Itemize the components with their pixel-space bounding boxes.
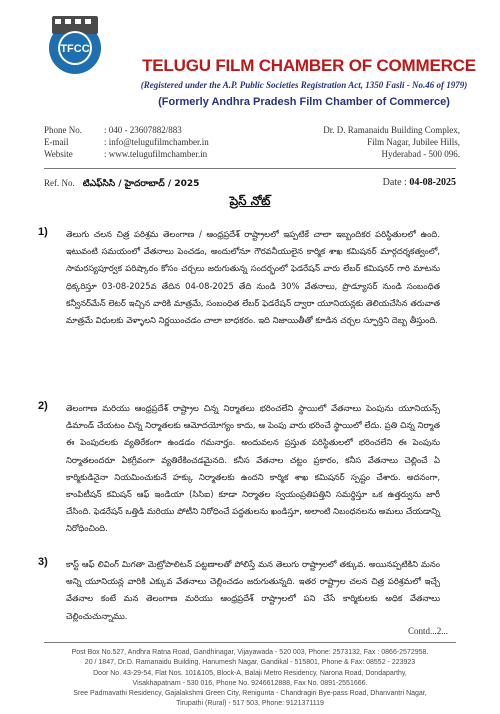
footer-line: 20 / 1847, Dr.D. Ramanaidu Building, Hanumesh Nagar, Gandikal - 515801, Phone & Fax: 08552 - 223923 [84, 659, 416, 667]
paragraph-text: తెలంగాణ మరియు ఆంధ్రప్రదేశ్ రాష్ట్రాల చిన్న నిర్మాతలు భరించలేని స్థాయిలో వేతనాలు పెంపును యూనియన్స్ డిమాండ్ చేయటం చిన్న నిర్మాతలకు ఆమోదయోగ్యం కాదు, ఆ పెంపు వారు భరించే స్థాయిలో లేదు. ప్రతి చిన్న నిర్మాత ఈ పెంపుదలకు వ్యతిరేకంగా ఉండడం గమనార్హం. అందువలన ప్రస్తుత పరిస్థితులలో భరించలేని ఈ పెంపును నిర్మాతలందరూ ఏకగ్రీవంగా వ్యతిరేకించడమైనది. కనీస వేతనాల చట్టం ప్రకారం, కనీస వేతనాలు చెల్లించే ఏ కార్మికుడినైనా నియమించుకునే హక్కు నిర్మాతలకు ఉందని కార్మిక శాఖ కమిషనర్ స్పష్టం చేశారు. అదనంగా, కాంపిటీషన్ కమిషన్ ఆఫ్ ఇండియా (సిసిఐ) కూడా నిర్మాతల స్వయంప్రతిపత్తిని సమర్థిస్తూ ఒక ఉత్తర్వును జారీ చేసింది. ఫెడరేషన్ ఒత్తిడి మరియు పోటీని నిరోధించే పద్ధతులను ఖండిస్తూ, అలాంటి నిబంధనలను అమలు చేయడాన్ని నిరోధించింది. [66, 403, 440, 534]
paragraph-number: 1) [38, 226, 48, 238]
organization-name: TELUGU FILM CHAMBER OF COMMERCE [142, 56, 476, 75]
address-line-3: Hyderabad - 500 096. [381, 149, 460, 159]
logo-text: TFCC [60, 43, 90, 55]
address-line-1: Dr. D. Ramanaidu Building Complex, [323, 125, 460, 135]
email-value[interactable]: : info@telugufilmchamber.in [104, 137, 209, 147]
paragraph-3 [38, 556, 440, 625]
header-divider [44, 168, 456, 169]
website-value[interactable]: : www.telugufilmchamber.in [104, 149, 208, 159]
phone-value: : 040 - 23607882/883 [104, 125, 182, 135]
footer-line: Sree Padmavathi Residency, Gajalakshmi Green City, Renigunta - Chandragiri Bye-pass Road, Dhanvantri Nagar, [73, 690, 427, 698]
paragraph-number: 2) [38, 400, 48, 412]
press-note-title: ప్రెస్ నోట్ [229, 194, 271, 208]
footer-divider [44, 642, 456, 643]
address-block [323, 124, 460, 160]
email-label: E-mail [44, 137, 69, 147]
paragraph-1 [38, 226, 440, 329]
ref-label: Ref. No. [44, 178, 75, 188]
footer-line: Visakhapatnam - 530 016, Phone No. 9246612888, Fax No. 0891-2551666. [132, 679, 368, 687]
registration-line: (Registered under the A.P. Public Societies Registration Act, 1350 Fasli - No.46 of 1979) [140, 80, 468, 90]
reference-number [44, 178, 199, 191]
contact-block [44, 124, 209, 160]
branch-addresses-footer [20, 648, 480, 710]
paragraph-2 [38, 400, 440, 538]
paragraph-text: కాస్ట్ ఆఫ్ లివింగ్ మిగతా మెట్రోపాలిటన్ పట్టణాలతో పోలిస్తే మన తెలుగు రాష్ట్రాలలో తక్కువ. అయినప్పటికిని మనం అన్ని యూనియన్ల వారికి ఎక్కువ వేతనాలు చెల్లించడం జరుగుతున్నది. ఇతర రాష్ట్రాల చలన చిత్ర పరిశ్రమలో ఇచ్చే వేతనాల కంటే మన తెలంగాణ మరియు ఆంధ్రప్రదేశ్ రాష్ట్రాలలో పని చేసే కార్మికులకు అధిక వేతనాలు చెల్లించుచున్నాము. [66, 559, 440, 621]
former-name-line: (Formerly Andhra Pradesh Film Chamber of Commerce) [158, 96, 450, 108]
footer-line: Door No. 43-29-54, Flat Nos. 101&105, Block-A, Balaji Metro Residency, Narona Road, Dondaparthy, [93, 669, 407, 677]
paragraph-number: 3) [38, 556, 48, 568]
continued-note: Contd...2... [407, 626, 448, 636]
date-value: 04-08-2025 [409, 177, 456, 188]
footer-line: Tirupathi (Rural) - 517 503, Phone: 9121371119 [176, 700, 324, 708]
ref-value: టిఎఫ్‌సిసి / హైదరాబాద్ / 2025 [82, 179, 200, 189]
paragraph-text: తెలుగు చలన చిత్ర పరిశ్రమ తెలంగాణ / ఆంధ్రప్రదేశ్ రాష్ట్రాలలో ఇప్పటికే చాలా ఇబ్బందికర పరిస్థితులలో ఉంది. ఇటువంటి సమయంలో వేతనాలు పెంచడం, అందులోనూ గౌరవనీయులైన కార్మిక శాఖ కమిషనర్ మార్గదర్శకత్వంలో, సామరస్యపూర్వక పరిష్కారం కోసం చర్చలు జరుగుతున్న సందర్భంలో ఫెడరేషన్ వారు లేబర్ కమిషనర్ గారి మాటను ధిక్కరిస్తూ 03-08-2025వ తేదిన 04-08-2025 తేది నుండి 30% వేతనాలు, ప్రొడ్యూసర్ నుండి సంబంధిత కన్వీనర్‌మేన్ లెటర్ ఇచ్చిన వారికి మాత్రమే, సంబంధిత లేబర్ ఫెడరేషన్ ద్వారా యూనియన్లకు తెలియచేసిన తరువాత మాత్రమే విధులకు వెళ్ళాలని నిర్ణయించడం చాలా బాధకరం. ఇది నిజాయితీతో కూడిన చర్చల స్ఫూర్తిని దెబ్బ తీస్తుంది. [66, 229, 440, 326]
date-label: Date : [382, 177, 407, 188]
website-label: Website [44, 149, 73, 159]
document-date [383, 177, 456, 188]
footer-line: Post Box No.527, Andhra Ratna Road, Gandhinagar, Vijayawada - 520 003, Phone: 2573132, Fax : 0866-2572958. [71, 649, 429, 656]
phone-label: Phone No. [44, 125, 82, 135]
tfcc-logo [44, 14, 106, 76]
address-line-2: Film Nagar, Jubilee Hills, [367, 137, 460, 147]
